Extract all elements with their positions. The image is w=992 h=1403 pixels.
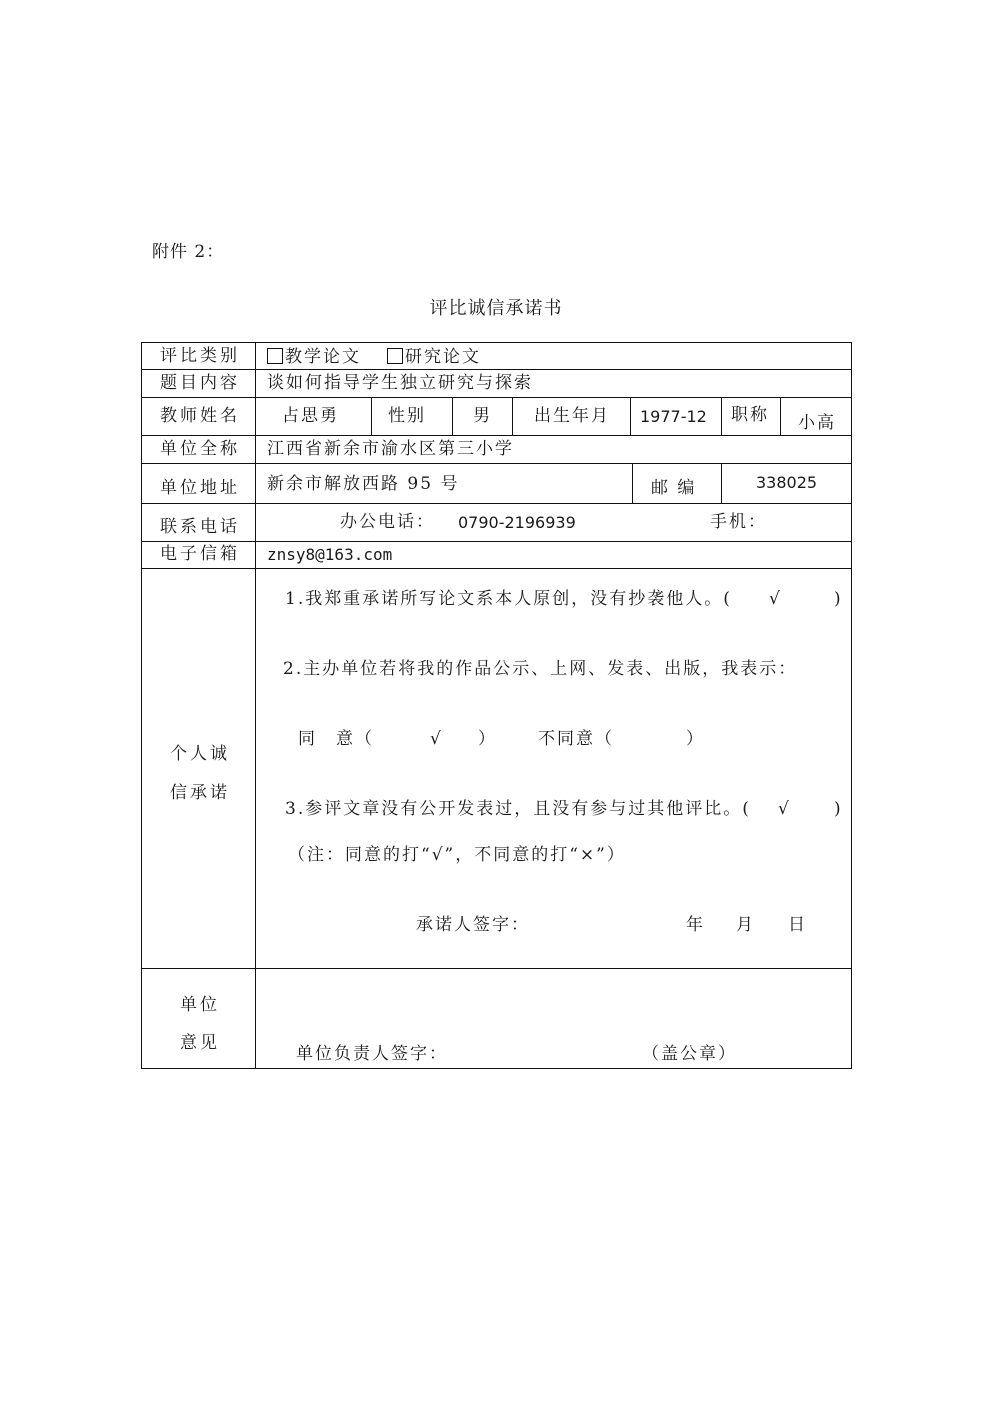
cell-divider [721,463,722,503]
category-option-teaching[interactable]: 教学论文 [267,348,361,366]
unit-value: 江西省新余市渝水区第三小学 [267,439,514,459]
category-option-research[interactable]: 研究论文 [387,348,481,366]
pledge-form-table [141,342,852,1069]
pledge-label-line1: 个人诚 [170,744,230,764]
row-divider [142,541,851,542]
office-phone-value: 0790-2196939 [458,513,576,532]
birth-label: 出生年月 [534,406,610,426]
date-day: 日 [788,915,807,935]
row-divider [142,397,851,398]
row-divider [142,568,851,569]
cell-divider [721,397,722,435]
pledge-item-3: 3.参评文章没有公开发表过，且没有参与过其他评比。( [285,799,751,819]
cell-divider [371,397,372,435]
label-column-divider [255,343,256,1068]
signer-label: 承诺人签字： [416,915,530,935]
checkbox-icon[interactable] [267,348,283,364]
official-seal-note: （盖公章） [642,1044,737,1064]
job-title-value: 小高 [798,413,836,433]
email-label: 电子信箱 [160,544,240,564]
pledge-item-1-close: ) [834,589,843,609]
row-divider [142,968,851,969]
agree-option: 同 意（ [298,729,374,749]
cell-divider [452,397,453,435]
cell-divider [632,463,633,503]
row-divider [142,503,851,504]
unit-label: 单位全称 [160,439,240,459]
gender-value: 男 [473,406,492,426]
attachment-label: 附件 2： [152,242,225,262]
checkbox-icon[interactable] [387,348,403,364]
pledge-item-1: 1.我郑重承诺所写论文系本人原创，没有抄袭他人。( [285,589,732,609]
category-label: 评比类别 [160,346,240,366]
document-title: 评比诚信承诺书 [429,298,563,319]
phone-label: 联系电话 [160,517,240,537]
agree-mark: √ [430,729,443,749]
unit-opinion-label-line1: 单位 [180,995,220,1015]
postcode-label: 邮 编 [651,478,697,498]
address-label: 单位地址 [160,478,240,498]
topic-label: 题目内容 [160,373,240,393]
pledge-item-2: 2.主办单位若将我的作品公示、上网、发表、出版，我表示： [283,659,798,679]
pledge-item-3-mark: √ [778,799,791,819]
pledge-note: （注：同意的打“√”，不同意的打“×”） [288,845,626,865]
row-divider [142,369,851,370]
unit-opinion-label-line2: 意见 [180,1033,220,1053]
cell-divider [630,397,631,435]
gender-label: 性别 [388,406,426,426]
topic-value: 谈如何指导学生独立研究与探索 [267,373,533,393]
birth-value: 1977-12 [640,407,707,426]
row-divider [142,463,851,464]
row-divider [142,435,851,436]
teacher-name-value: 占思勇 [282,406,339,426]
office-phone-label: 办公电话： [340,512,435,532]
date-month: 月 [736,915,755,935]
cell-divider [780,397,781,435]
date-year: 年 [686,915,705,935]
pledge-item-3-close: ) [834,799,843,819]
disagree-option: 不同意（ [538,729,614,749]
address-value: 新余市解放西路 95 号 [267,474,460,494]
pledge-label-line2: 信承诺 [170,783,230,803]
teacher-name-label: 教师姓名 [160,406,240,426]
disagree-close: ） [686,729,705,749]
cell-divider [512,397,513,435]
email-value: znsy8@163.com [267,545,393,564]
pledge-item-1-mark: √ [769,589,782,609]
unit-head-signer-label: 单位负责人签字： [296,1044,448,1064]
mobile-label: 手机： [710,512,767,532]
postcode-value: 338025 [756,473,818,492]
job-title-label: 职称 [731,405,769,425]
agree-close: ） [478,729,497,749]
